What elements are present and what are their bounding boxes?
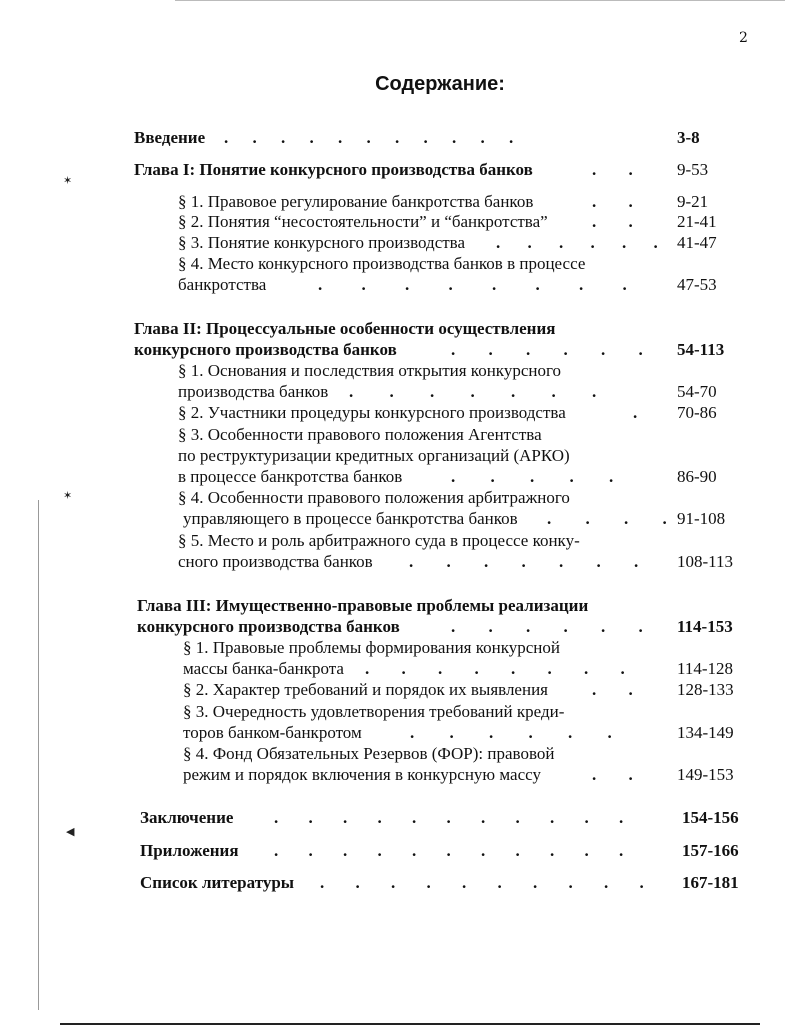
toc-ch2-s3-pages: 86-90 bbox=[677, 467, 717, 486]
toc-ch2-dots: . . . . . . bbox=[451, 340, 643, 359]
toc-intro-dots: . . . . . . . . . . . bbox=[224, 128, 514, 147]
toc-ch1-s2-dots: . . bbox=[592, 212, 633, 231]
toc-ch3-s4-label-2: режим и порядок включения в конкурсную массу bbox=[183, 765, 541, 784]
toc-ch2-s1-dots: . . . . . . . bbox=[349, 382, 597, 401]
scan-mark: ◀ bbox=[66, 825, 75, 838]
toc-ch3-s4-pages: 149-153 bbox=[677, 765, 734, 784]
toc-appendix-label: Приложения bbox=[140, 841, 239, 860]
toc-ch2-s5-label-1: § 5. Место и роль арбитражного суда в процессе конку- bbox=[178, 531, 580, 550]
toc-conclusion-dots: . . . . . . . . . . . bbox=[274, 808, 624, 827]
toc-ch3-s3-label-1: § 3. Очередность удовлетворения требований креди- bbox=[183, 702, 565, 721]
toc-ch1-pages: 9-53 bbox=[677, 160, 709, 179]
toc-ch3-s4-label-1: § 4. Фонд Обязательных Резервов (ФОР): правовой bbox=[183, 744, 555, 763]
toc-ch1-s4-dots: . . . . . . . . bbox=[318, 275, 627, 294]
toc-ch2-s1-pages: 54-70 bbox=[677, 382, 717, 401]
toc-ch1-s4-label-1: § 4. Место конкурсного производства банков в процессе bbox=[178, 254, 586, 273]
toc-ch3-s3-dots: . . . . . . bbox=[410, 723, 612, 742]
page-title: Содержание: bbox=[375, 73, 505, 95]
toc-ch2-pages: 54-113 bbox=[677, 340, 725, 359]
toc-ch3-s1-label-2: массы банка-банкрота bbox=[183, 659, 344, 678]
toc-ch2-s5-dots: . . . . . . . bbox=[409, 552, 639, 571]
toc-appendix-dots: . . . . . . . . . . . bbox=[274, 841, 624, 860]
toc-ch3-s1-label-1: § 1. Правовые проблемы формирования конкурсной bbox=[183, 638, 560, 657]
toc-ch1-s1-pages: 9-21 bbox=[677, 192, 709, 211]
toc-ch2-s4-label-1: § 4. Особенности правового положения арбитражного bbox=[178, 488, 570, 507]
toc-ch2-s4-pages: 91-108 bbox=[677, 509, 726, 528]
toc-ch2-title-1: Глава II: Процессуальные особенности осуществления bbox=[134, 319, 556, 338]
toc-ch2-title-2: конкурсного производства банков bbox=[134, 340, 397, 359]
toc-literature-dots: . . . . . . . . . . bbox=[320, 873, 644, 892]
toc-ch1-s3-label: § 3. Понятие конкурсного производства bbox=[178, 233, 466, 252]
toc-ch2-s5-label-2: сного производства банков bbox=[178, 552, 373, 571]
toc-ch2-s4-label-2: управляющего в процессе банкротства банков bbox=[183, 509, 518, 528]
toc-ch3-s1-dots: . . . . . . . . bbox=[365, 659, 625, 678]
toc-ch2-s4-dots: . . . . bbox=[547, 509, 667, 528]
toc-ch3-dots: . . . . . . bbox=[451, 617, 643, 636]
toc-ch3-s2-label: § 2. Характер требований и порядок их выявления bbox=[183, 680, 548, 699]
toc-ch2-s2-pages: 70-86 bbox=[677, 403, 717, 422]
toc-ch1-dots: . . bbox=[592, 160, 633, 179]
toc-ch2-s1-label-2: производства банков bbox=[178, 382, 329, 401]
toc-ch3-s2-dots: . . bbox=[592, 680, 633, 699]
toc-ch3-s4-dots: . . bbox=[592, 765, 633, 784]
toc-ch2-s3-label-3: в процессе банкротства банков bbox=[178, 467, 403, 486]
toc-intro-pages: 3-8 bbox=[677, 128, 700, 147]
toc-literature-label: Список литературы bbox=[140, 873, 295, 892]
toc-appendix-pages: 157-166 bbox=[682, 841, 739, 860]
toc-ch2-s2-dots: . bbox=[633, 403, 638, 422]
toc-ch2-s5-pages: 108-113 bbox=[677, 552, 734, 571]
toc-conclusion-label: Заключение bbox=[140, 808, 234, 827]
toc-ch1-s4-label-2: банкротства bbox=[178, 275, 267, 294]
toc-ch3-title-1: Глава III: Имущественно-правовые проблемы реализации bbox=[137, 596, 589, 615]
toc-ch3-s2-pages: 128-133 bbox=[677, 680, 734, 699]
toc-ch2-s2-label: § 2. Участники процедуры конкурсного производства bbox=[178, 403, 566, 422]
left-scan-edge bbox=[38, 500, 39, 1010]
toc-conclusion-pages: 154-156 bbox=[682, 808, 739, 827]
toc-ch2-s3-label-2: по реструктуризации кредитных организаций (АРКО) bbox=[178, 446, 570, 465]
toc-ch1-s4-pages: 47-53 bbox=[677, 275, 717, 294]
scan-mark: ✶ bbox=[63, 489, 73, 502]
toc-ch1-s2-pages: 21-41 bbox=[677, 212, 717, 231]
toc-ch3-s1-pages: 114-128 bbox=[677, 659, 734, 678]
toc-ch1-title: Глава I: Понятие конкурсного производства банков bbox=[134, 160, 533, 179]
scan-mark: ✶ bbox=[63, 174, 73, 187]
toc-literature-pages: 167-181 bbox=[682, 873, 739, 892]
toc-ch2-s3-label-1: § 3. Особенности правового положения Агентства bbox=[178, 425, 542, 444]
toc-ch1-s3-dots: . . . . . . bbox=[496, 233, 658, 252]
toc-ch1-s1-dots: . . bbox=[592, 192, 633, 211]
toc-ch3-title-2: конкурсного производства банков bbox=[137, 617, 400, 636]
toc-ch1-s2-label: § 2. Понятия “несостоятельности” и “банкротства” bbox=[178, 212, 548, 231]
page-number: 2 bbox=[739, 30, 748, 46]
toc-ch2-s3-dots: . . . . . bbox=[451, 467, 614, 486]
top-scan-line bbox=[175, 0, 785, 1]
toc-ch3-s3-label-2: торов банком-банкротом bbox=[183, 723, 362, 742]
toc-ch1-s1-label: § 1. Правовое регулирование банкротства банков bbox=[178, 192, 534, 211]
toc-ch3-pages: 114-153 bbox=[677, 617, 733, 636]
toc-ch2-s1-label-1: § 1. Основания и последствия открытия конкурсного bbox=[178, 361, 562, 380]
bottom-scan-line bbox=[60, 1023, 760, 1025]
toc-intro-label: Введение bbox=[134, 128, 206, 147]
toc-ch1-s3-pages: 41-47 bbox=[677, 233, 717, 252]
toc-ch3-s3-pages: 134-149 bbox=[677, 723, 734, 742]
